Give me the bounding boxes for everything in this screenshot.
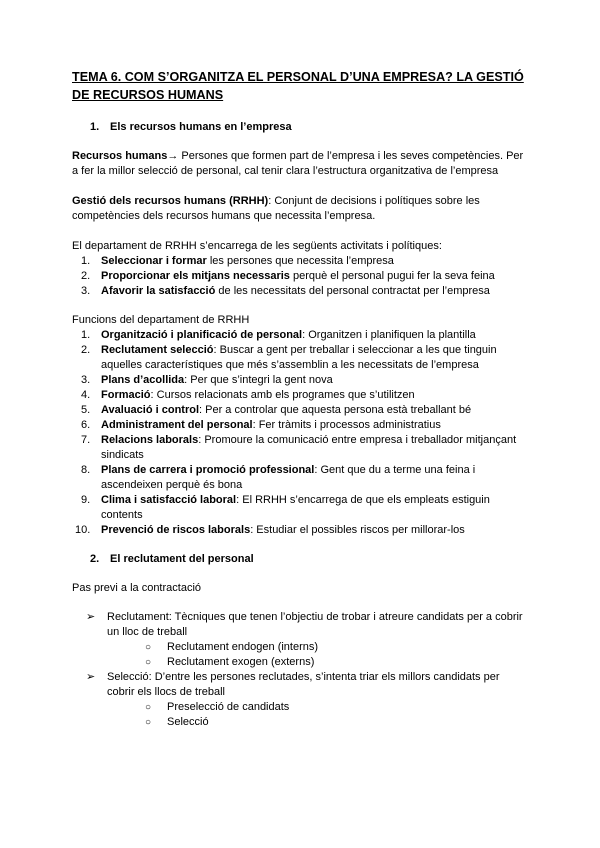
- list-item: ➢ Selecció: D’entre les persones reclutades, s’intenta triar els millors candidats per cobrir els llocs de treball ○ Preselecció de candidats ○ Selecció: [72, 670, 530, 730]
- definition-gestio-rrhh: [72, 194, 530, 224]
- arrow-bullet-icon: ➢: [86, 611, 96, 623]
- list-item: 3. Afavorir la satisfacció de les necessitats del personal contractat per l’empresa: [81, 285, 490, 297]
- list-item: 7. Relacions laborals: Promoure la comunicació entre empresa i treballador mitjançant sindicats: [81, 434, 517, 461]
- list-item: 8. Plans de carrera i promoció professional: Gent que du a terme una feina i ascendeixen perquè és bona: [81, 464, 476, 491]
- recruitment-list: [72, 610, 530, 730]
- arrow-bullet-icon: ➢: [86, 671, 96, 683]
- sub-list: [107, 640, 530, 670]
- title-line-1: TEMA 6. COM S’ORGANITZA EL PERSONAL D’UNA EMPRESA? LA GESTIÓ: [72, 70, 524, 84]
- activities-list: [72, 254, 530, 299]
- department-intro: El departament de RRHH s’encarrega de les següents activitats i polítiques:: [72, 240, 442, 252]
- arrow-glyph: →: [167, 150, 179, 162]
- title-line-2: DE RECURSOS HUMANS: [72, 88, 224, 102]
- pas-previ-text: Pas previ a la contractació: [72, 582, 202, 594]
- section-1-heading: [72, 120, 530, 135]
- section-2-label: El reclutament del personal: [110, 553, 254, 565]
- list-item: 1. Seleccionar i formar les persones que necessita l’empresa: [81, 255, 394, 267]
- functions-intro: Funcions del departament de RRHH: [72, 314, 250, 326]
- list-item: 10. Prevenció de riscos laborals: Estudiar el possibles riscos per millorar-los: [75, 524, 465, 536]
- section-1-number: 1.: [90, 121, 100, 133]
- list-item: 3. Plans d’acollida: Per que s’integri la gent nova: [81, 374, 333, 386]
- sub-list: [107, 700, 530, 730]
- list-item: ➢ Reclutament: Tècniques que tenen l’objectiu de trobar i atreure candidats per a cobrir un lloc de treball ○ Reclutament endogen (interns) ○ Reclutament exogen (externs): [72, 610, 530, 670]
- list-item: 4. Formació: Cursos relacionats amb els programes que s’utilitzen: [81, 389, 415, 401]
- list-item: 9. Clima i satisfacció laboral: El RRHH s’encarrega de que els empleats estiguin contents: [81, 494, 490, 521]
- list-item: ○ Reclutament endogen (interns): [107, 640, 530, 655]
- list-item: 2. Proporcionar els mitjans necessaris perquè el personal pugui fer la seva feina: [81, 270, 495, 282]
- definition-recursos-humans: [72, 149, 530, 179]
- definition-term: Gestió dels recursos humans (RRHH): [72, 195, 269, 207]
- circle-bullet-icon: ○: [145, 642, 152, 653]
- functions-list: [72, 328, 530, 538]
- section-2-heading: [72, 552, 530, 567]
- list-item: ○ Selecció: [107, 715, 530, 730]
- definition-text: : Conjunt de decisions i polítiques sobre les competències dels recursos humans que necessita l’empresa.: [72, 195, 480, 222]
- section-1-label: Els recursos humans en l’empresa: [110, 121, 292, 133]
- list-item: 1. Organització i planificació de personal: Organitzen i planifiquen la plantilla: [81, 329, 476, 341]
- definition-text: Persones que formen part de l’empresa i les seves competències. Per a fer la millor selecció de personal, cal tenir clara l’estructura organitzativa de l’empresa: [72, 150, 524, 177]
- list-item: ○ Preselecció de candidats: [107, 700, 530, 715]
- definition-term: Recursos humans: [72, 150, 168, 162]
- section-2-number: 2.: [90, 553, 100, 565]
- document-body: [72, 68, 530, 730]
- page-title: [72, 68, 530, 104]
- circle-bullet-icon: ○: [145, 702, 152, 713]
- list-item: 2. Reclutament selecció: Buscar a gent per treballar i seleccionar a les que tinguin aquelles característiques que més s’assemblin a les necessitats de l’empresa: [81, 344, 497, 371]
- list-item: 5. Avaluació i control: Per a controlar que aquesta persona està treballant bé: [81, 404, 472, 416]
- circle-bullet-icon: ○: [145, 717, 152, 728]
- list-item: ○ Reclutament exogen (externs): [107, 655, 530, 670]
- list-item: 6. Administrament del personal: Fer tràmits i processos administratius: [81, 419, 441, 431]
- circle-bullet-icon: ○: [145, 657, 152, 668]
